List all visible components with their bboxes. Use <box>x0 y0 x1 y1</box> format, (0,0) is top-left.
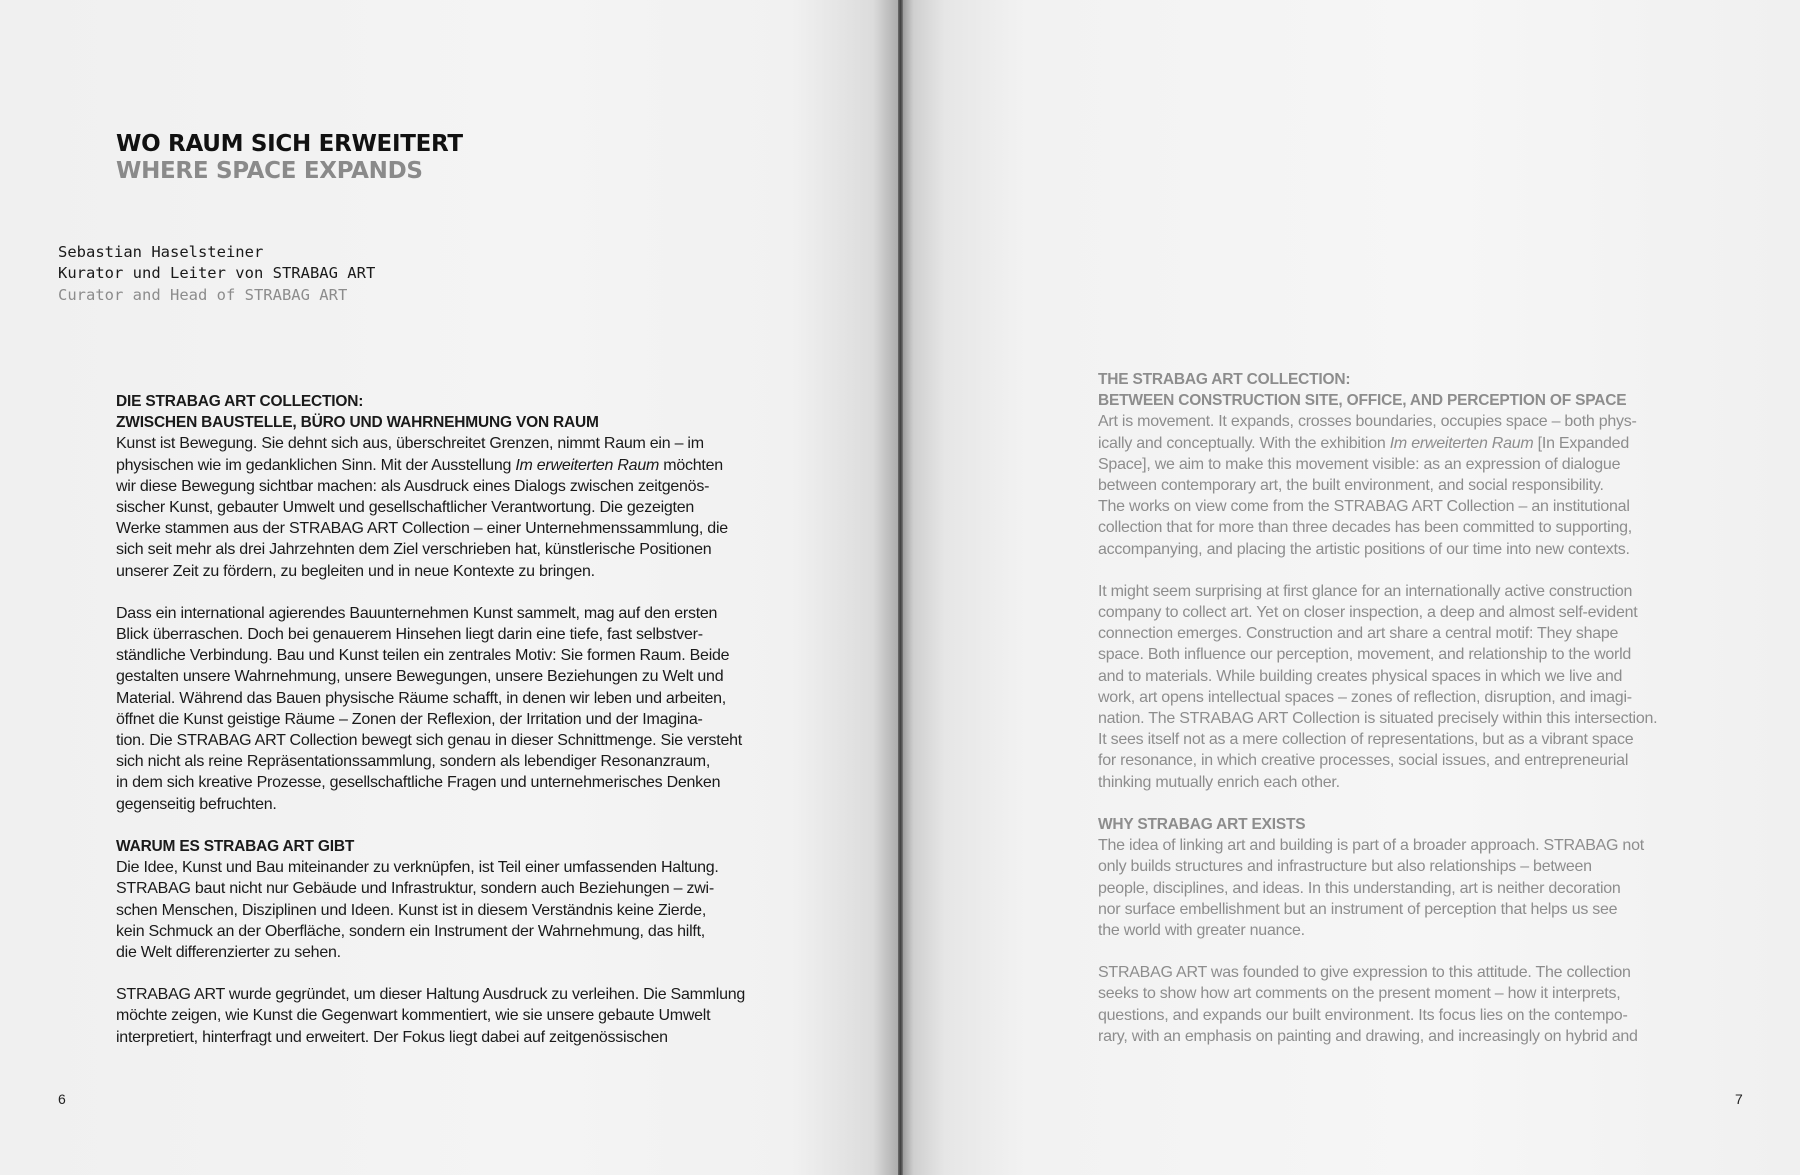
paragraph-line: The idea of linking art and building is part of a broader approach. STRABAG not <box>1098 837 1644 855</box>
german-text-column <box>116 391 761 1048</box>
paragraph-line: for resonance, in which creative processes, social issues, and entrepreneurial <box>1098 752 1629 770</box>
paragraph-line: connection emerges. Construction and art share a central motif: They shape <box>1098 625 1619 643</box>
paragraph-line: accompanying, and placing the artistic positions of our time into new contexts. <box>1098 540 1630 558</box>
paragraph-line: Space], we aim to make this movement visible: as an expression of dialogue <box>1098 455 1621 473</box>
paragraph-line: rary, with an emphasis on painting and drawing, and increasingly on hybrid and <box>1098 1027 1638 1045</box>
paragraph-line <box>116 455 761 476</box>
paragraph-line: STRABAG ART was founded to give expression to this attitude. The collection <box>1098 964 1631 982</box>
author-role-en: Curator and Head of STRABAG ART <box>58 285 348 304</box>
text-run: möchten <box>659 456 723 474</box>
text-run: physischen wie im gedanklichen Sinn. Mit der Ausstellung <box>116 456 516 474</box>
paragraph-line: gestalten unsere Wahrnehmung, unsere Bewegungen, unsere Beziehungen zu Welt und <box>116 668 724 686</box>
page-title-en: WHERE SPACE EXPANDS <box>116 158 423 184</box>
paragraph-line: öffnet die Kunst geistige Räume – Zonen der Reflexion, der Irritation und der Imagina- <box>116 710 703 728</box>
section-heading: WHY STRABAG ART EXISTS <box>1098 815 1306 833</box>
book-gutter <box>898 0 903 1175</box>
paragraph-line: ständliche Verbindung. Bau und Kunst teilen ein zentrales Motiv: Sie formen Raum. Beide <box>116 647 730 665</box>
paragraph-line: die Welt differenzierter zu sehen. <box>116 943 341 961</box>
paragraph-line: The works on view come from the STRABAG ART Collection – an institutional <box>1098 498 1630 516</box>
paragraph-line: sischer Kunst, gebauter Umwelt und gesellschaftlicher Verantwortung. Die gezeigten <box>116 498 695 516</box>
paragraph-line: wir diese Bewegung sichtbar machen: als Ausdruck eines Dialogs zwischen zeitgenös- <box>116 477 710 495</box>
paragraph-line: between contemporary art, the built environment, and social responsibility. <box>1098 476 1604 494</box>
paragraph-line: gegenseitig befruchten. <box>116 795 277 813</box>
section-heading: ZWISCHEN BAUSTELLE, BÜRO UND WAHRNEHMUNG VON RAUM <box>116 414 599 432</box>
paragraph-line: sich seit mehr als drei Jahrzehnten dem Ziel verschrieben hat, künstlerische Positionen <box>116 541 712 559</box>
paragraph-line: sich nicht als reine Repräsentationssammlung, sondern als lebendiger Resonanzraum, <box>116 753 711 771</box>
paragraph-line: work, art opens intellectual spaces – zones of reflection, disruption, and imagi- <box>1098 688 1632 706</box>
text-run: ically and conceptually. With the exhibition <box>1098 434 1390 452</box>
paragraph-line: seeks to show how art comments on the present moment – how it interprets, <box>1098 985 1621 1003</box>
paragraph-line: company to collect art. Yet on closer inspection, a deep and almost self-evident <box>1098 604 1638 622</box>
exhibition-title: Im erweiterten Raum <box>1389 434 1534 452</box>
paragraph-line: möchte zeigen, wie Kunst die Gegenwart kommentiert, wie sie unsere gebaute Umwelt <box>116 1007 711 1025</box>
paragraph-line: Werke stammen aus der STRABAG ART Collection – einer Unternehmenssammlung, die <box>116 520 728 538</box>
paragraph-line: It might seem surprising at first glance for an internationally active construction <box>1098 582 1633 600</box>
author-role-de: Kurator und Leiter von STRABAG ART <box>58 264 376 283</box>
paragraph-line: thinking mutually enrich each other. <box>1098 773 1340 791</box>
paragraph-line: and to materials. While building creates physical spaces in which we live and <box>1098 667 1623 685</box>
paragraph-line: STRABAG ART wurde gegründet, um dieser Haltung Ausdruck zu verleihen. Die Sammlung <box>116 986 746 1004</box>
section-heading: DIE STRABAG ART COLLECTION: <box>116 393 364 410</box>
paragraph-line: tion. Die STRABAG ART Collection bewegt sich genau in dieser Schnittmenge. Sie versteht <box>116 732 742 749</box>
paragraph-line: interpretiert, hinterfragt und erweitert. Der Fokus liegt dabei auf zeitgenössischen <box>116 1028 668 1046</box>
paragraph-line: space. Both influence our perception, movement, and relationship to the world <box>1098 646 1632 664</box>
page-number: 7 <box>1735 1091 1743 1107</box>
page-number: 6 <box>58 1091 66 1107</box>
page-title-de: WO RAUM SICH ERWEITERT <box>116 131 463 157</box>
paragraph-line: questions, and expands our built environment. Its focus lies on the contempo- <box>1098 1006 1628 1024</box>
paragraph-line: unserer Zeit zu fördern, zu begleiten und in neue Kontexte zu bringen. <box>116 562 595 580</box>
author-name: Sebastian Haselsteiner <box>58 243 264 261</box>
author-block <box>58 242 375 306</box>
paragraph-line: nor surface embellishment but an instrument of perception that helps us see <box>1098 900 1618 918</box>
section-heading: THE STRABAG ART COLLECTION: <box>1098 371 1351 388</box>
paragraph-line: people, disciplines, and ideas. In this understanding, art is neither decoration <box>1098 879 1621 897</box>
paragraph-line: Kunst ist Bewegung. Sie dehnt sich aus, überschreitet Grenzen, nimmt Raum ein – im <box>116 435 704 453</box>
text-run: [In Expanded <box>1533 434 1629 452</box>
paragraph-line: nation. The STRABAG ART Collection is situated precisely within this intersection. <box>1098 710 1658 727</box>
paragraph-line: schen Menschen, Disziplinen und Ideen. Kunst ist in diesem Verständnis keine Zierde, <box>116 901 707 919</box>
section-heading: WARUM ES STRABAG ART GIBT <box>116 837 355 855</box>
paragraph-line: collection that for more than three decades has been committed to supporting, <box>1098 519 1632 537</box>
paragraph-line: Material. Während das Bauen physische Räume schafft, in denen wir leben und arbeiten, <box>116 689 726 707</box>
paragraph-line: the world with greater nuance. <box>1098 921 1305 939</box>
paragraph-line: It sees itself not as a mere collection of representations, but as a vibrant space <box>1098 731 1634 749</box>
paragraph-line: Die Idee, Kunst und Bau miteinander zu verknüpfen, ist Teil einer umfassenden Haltung. <box>116 859 719 877</box>
paragraph-line: in dem sich kreative Prozesse, gesellschaftliche Fragen und unternehmerisches Denken <box>116 774 721 792</box>
paragraph-line: Art is movement. It expands, crosses boundaries, occupies space – both phys- <box>1098 413 1637 431</box>
english-text-column <box>1098 369 1688 1047</box>
paragraph-line: STRABAG baut nicht nur Gebäude und Infrastruktur, sondern auch Beziehungen – zwi- <box>116 880 714 898</box>
section-heading: BETWEEN CONSTRUCTION SITE, OFFICE, AND PERCEPTION OF SPACE <box>1098 392 1627 410</box>
paragraph-line: Dass ein international agierendes Bauunternehmen Kunst sammelt, mag auf den ersten <box>116 604 718 622</box>
paragraph-line: kein Schmuck an der Oberfläche, sondern ein Instrument der Wahrnehmung, das hilft, <box>116 922 705 940</box>
exhibition-title: Im erweiterten Raum <box>515 456 660 474</box>
paragraph-line: Blick überraschen. Doch bei genauerem Hinsehen liegt darin eine tiefe, fast selbstver- <box>116 626 703 644</box>
paragraph-line: only builds structures and infrastructure but also relationships – between <box>1098 858 1592 876</box>
paragraph-line <box>1098 433 1688 454</box>
